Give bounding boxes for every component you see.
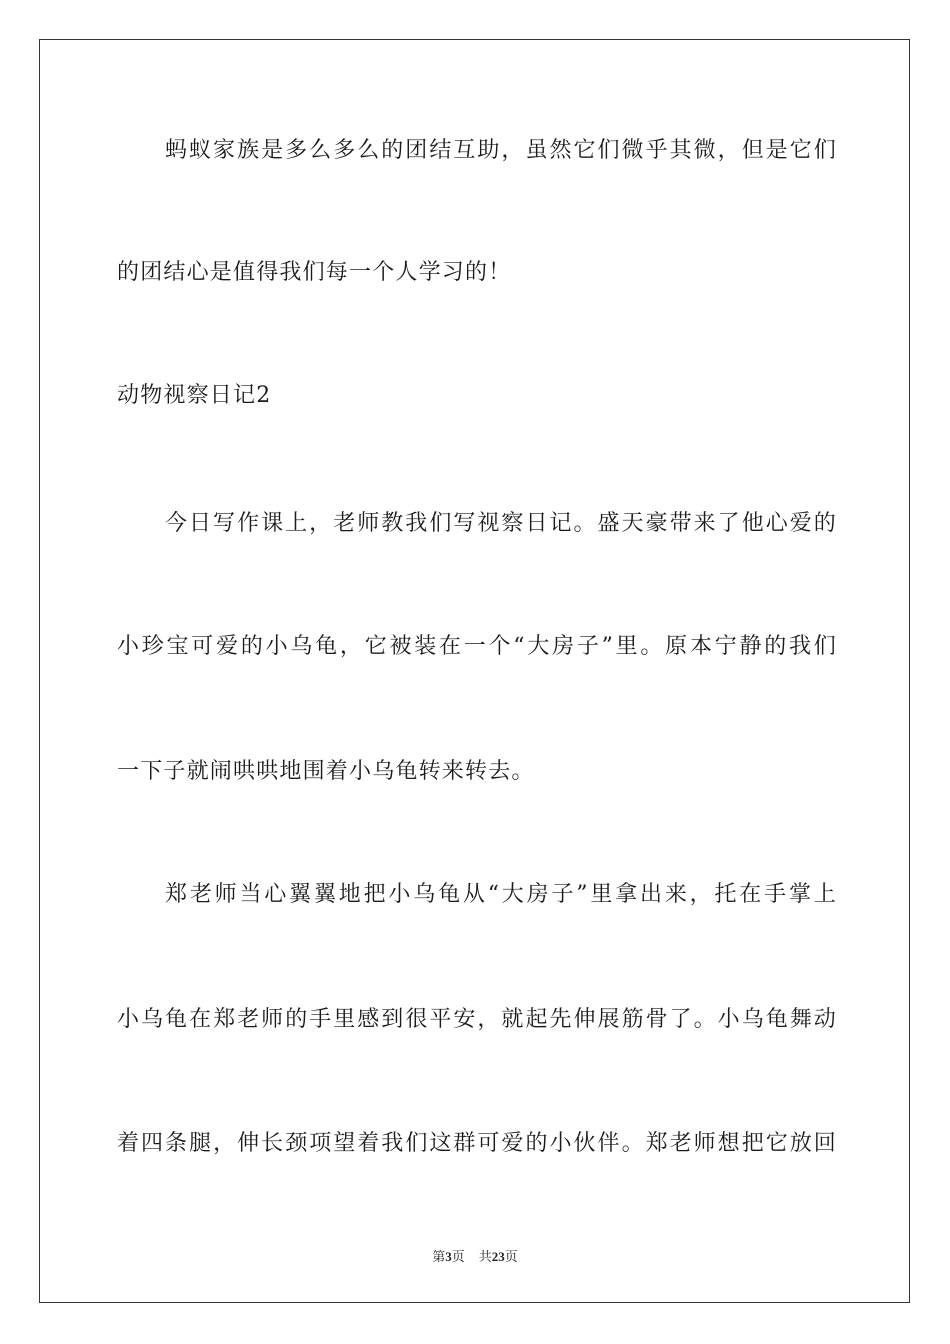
- page-footer: [0, 1248, 950, 1266]
- section-heading: 动物视察日记2: [117, 383, 272, 408]
- paragraph-line: 郑老师当心翼翼地把小乌龟从“大房子”里拿出来，托在手掌上: [165, 882, 837, 907]
- page-prefix: 第: [432, 1249, 446, 1264]
- paragraph-line: 今日写作课上，老师教我们写视察日记。盛天豪带来了他心爱的: [165, 511, 837, 536]
- current-page-number: 3: [445, 1249, 452, 1264]
- paragraph-line: 的团结心是值得我们每一个人学习的！: [117, 260, 512, 285]
- paragraph-line: 小乌龟在郑老师的手里感到很平安，就起先伸展筋骨了。小乌龟舞动: [117, 1007, 837, 1032]
- page-border: [39, 39, 910, 1303]
- page-suffix: 页: [451, 1249, 465, 1264]
- total-prefix: 共: [478, 1249, 492, 1264]
- paragraph-line: 着四条腿，伸长颈项望着我们这群可爱的小伙伴。郑老师想把它放回: [117, 1131, 837, 1156]
- paragraph-line: 一下子就闹哄哄地围着小乌龟转来转去。: [117, 759, 535, 784]
- total-page-count: 23: [491, 1249, 505, 1264]
- total-suffix: 页: [504, 1249, 518, 1264]
- paragraph-line: 蚂蚁家族是多么多么的团结互助，虽然它们微乎其微，但是它们: [165, 138, 837, 163]
- paragraph-line: 小珍宝可爱的小乌龟，它被装在一个“大房子”里。原本宁静的我们: [117, 634, 837, 659]
